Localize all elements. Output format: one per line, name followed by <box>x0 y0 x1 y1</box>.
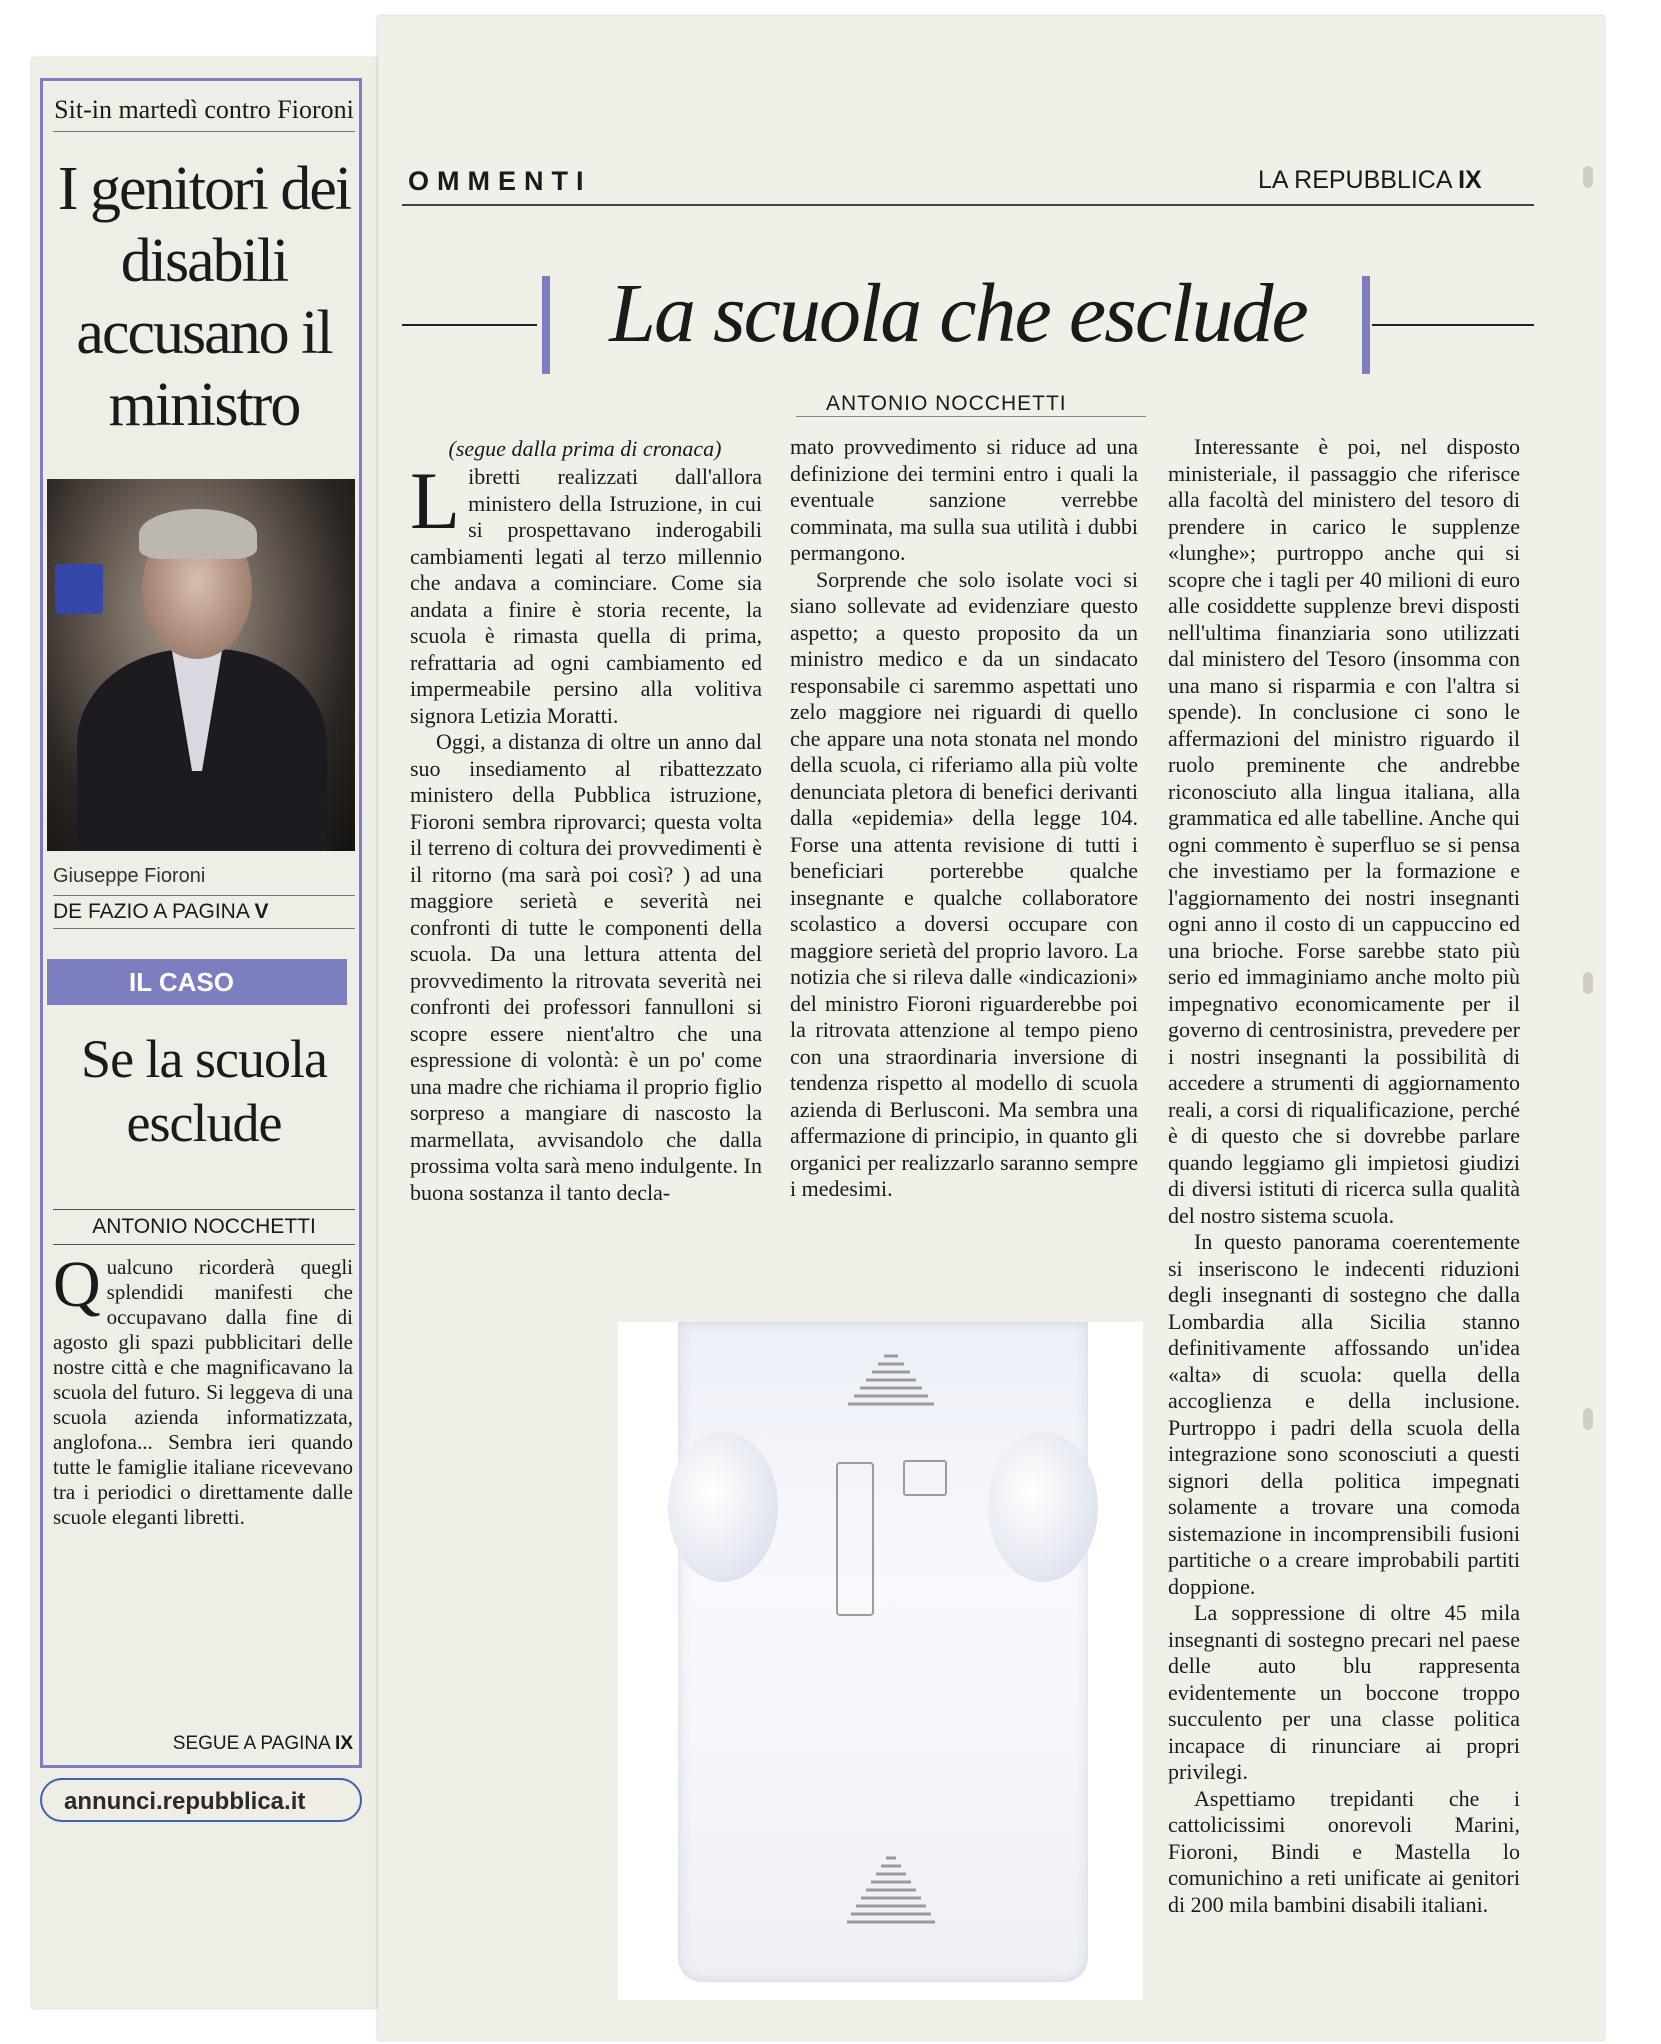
continues-on-page: IX <box>335 1733 353 1754</box>
page-reference <box>53 895 355 929</box>
paragraph: Interessante è poi, nel disposto ministeriale, il passaggio che riferisce alla facoltà del ministero del tesoro di prendere in carico le supplenze «lunghe»; purtroppo anche qui si scopre che i tagli per 40 milioni di euro alle cosiddette supplenze brevi disposti nell'ultima finanziaria sono utilizzati dal ministero del Tesoro (insomma con una mano si risparmia e con l'altra si spende). In conclusione ci sono le affermazioni del ministro riguardo il ruolo preminente che andrebbe riconosciuto alla lingua italiana, alla grammatica ed alle tabelline. Anche qui ogni commento è superfluo se si pensa che investiamo per la formazione e l'aggiornamento dei nostri insegnanti ogni anno il costo di un cappuccino ed una brioche. Forse sarebbe stato più serio ed immaginiamo anche molto più impegnativo economicamente per il governo di centrosinistra, prevedere per i nostri insegnanti la possibilità di accedere a strumenti di aggiornamento reali, a corsi di riqualificazione, perché è di questo che si dovrebbe parlare quando leggiamo gli impietosi giudizi di diversi istituti di ricerca sulla qualità del nostro sistema scuola. <box>1168 434 1520 1228</box>
dropcap: Q <box>53 1248 101 1321</box>
punch-hole <box>1583 1408 1593 1430</box>
article-title: La scuola che esclude <box>609 267 1307 360</box>
author: ANTONIO NOCCHETTI <box>53 1209 355 1245</box>
hair-shape <box>139 509 257 559</box>
title-block <box>402 256 1534 366</box>
article-teaser <box>53 1248 353 1530</box>
masthead <box>1258 166 1482 195</box>
column-1 <box>410 455 762 1206</box>
masthead-page: IX <box>1458 166 1482 194</box>
top-rule <box>402 204 1534 206</box>
lock-icon <box>903 1460 947 1496</box>
insert-shape <box>678 1322 1088 1982</box>
film-strip-icon <box>836 1462 874 1616</box>
continues-on <box>53 1733 353 1755</box>
bump-right <box>988 1432 1098 1582</box>
left-clipping <box>32 58 378 2008</box>
left-article-frame <box>40 78 362 1768</box>
paragraph: La soppressione di oltre 45 mila insegnanti di sostegno precari nel paese delle auto blu rappresenta evidentemente un boccone troppo succulento per una classe politica incapace di rinunciare ai propri privilegi. <box>1168 1600 1520 1784</box>
title-rule-right <box>1372 324 1534 326</box>
column-2 <box>790 434 1138 1203</box>
paragraph: Aspettiamo trepidanti che i cattolicissimi onorevoli Marini, Fioroni, Bindi e Mastella lo comunichino a reti unificate ai genitori di 200 mila bambini disabili italiani. <box>1168 1785 1520 1917</box>
title-bar-right <box>1362 276 1370 374</box>
paragraph: Sorprende che solo isolate voci si siano sollevate ad evidenziare questo aspetto; a questo proposito da un ministro medico e da un sindacato responsabile ci saremmo aspettati uno zelo maggiore nei riguardi di quello che appare una nota stonata nel mondo della scuola, ci riferiamo alla più volte denunciata pletora di benefici derivanti dalla «epidemia» della legge 104. Forse una attenta revisione di tutti i beneficiari porterebbe qualche insegnante e qualche collaboratore scolastico a doversi occupare con maggiore serietà del proprio lavoro. La notizia che si rileva dalle «indicazioni» del ministro Fioroni riguarderebbe poi la ritrovata attenzione al tempo pieno con una straordinaria inversione di tendenza rispetto al modello di scuola azienda di Berlusconi. Ma sembra una affermazione di principio, in quanto gli organici per realizzarlo saranno sempre i medesimi. <box>790 566 1138 1201</box>
paragraph-text: ibretti realizzati dall'allora ministero della Istruzione, in cui si prospettavano inderogabili cambiamenti legati al terzo millennio che andava a cominciare. Come sia andata a finire è storia recente, la scuola è rimasta quella di prima, refrattaria ad ogni cambiamento ed impermeabile persino alla volitiva signora Letizia Moratti. <box>410 464 762 728</box>
byline: ANTONIO NOCCHETTI <box>826 392 1067 415</box>
headline-2: Se la scuola esclude <box>81 1029 327 1153</box>
kicker: Sit-in martedì contro Fioroni <box>53 95 355 132</box>
punch-hole <box>1583 166 1593 188</box>
punch-hole <box>1583 972 1593 994</box>
page-reference-text: DE FAZIO A PAGINA <box>53 900 249 923</box>
page-reference-number: V <box>254 900 269 923</box>
paragraph <box>410 455 762 729</box>
continues-on-text: SEGUE A PAGINA <box>172 1733 330 1754</box>
paragraph: mato provvedimento si riduce ad una definizione dei termini entro i quali la eventuale sanzione verrebbe comminata, ma sulla sua utilità i dubbi permangono. <box>790 434 1138 565</box>
il-caso-banner: IL CASO <box>47 959 347 1005</box>
triangle-icon <box>846 1852 936 1932</box>
dropcap: L <box>410 455 461 546</box>
annunci-url: annunci.repubblica.it <box>40 1778 362 1822</box>
headline: I genitori dei disabili accusano il ministro <box>57 155 351 439</box>
masthead-name: LA REPUBBLICA <box>1258 166 1452 194</box>
flag-shape <box>55 564 103 614</box>
paragraph: Oggi, a distanza di oltre un anno dal suo insediamento al ribattezzato ministero della Pubblica istruzione, Fioroni sembra riprovarci; questa volta il terreno di coltura dei provvedimenti è il ritorno (ma sarà poi così? ) ad una maggiore serietà e severità nei confronti di tutte le componenti della scuola. Da una lettura attenta del provvedimento la ritrovata severità nei confronti dei professori fannulloni si scopre essere nient'altro che una espressione di volontà: è un po' come una madre che richiama il proprio figlio sorpreso a mangiare di nascosto la marmellata, avvisandolo che dalla prossima volta sarà meno indulgente. In buona sostanza il tanto decla- <box>410 729 762 1205</box>
photo-caption: Giuseppe Fioroni <box>53 865 206 887</box>
teaser-text: ualcuno ricorderà quegli splendidi manifesti che occupavano dalla fine di agosto gli spazi pubblicitari delle nostre città e che magnificavano la scuola del futuro. Si leggeva di una scuola azienda informatizzata, anglofona... Sembra ieri quando tutte le famiglie italiane ricevevano tra i periodici o direttamente dalle scuole eleganti libretti. <box>53 1255 353 1529</box>
title-rule-left <box>402 324 537 326</box>
title-bar-left <box>542 276 550 374</box>
section-label: OMMENTI <box>408 166 592 196</box>
column-3 <box>1168 434 1520 1918</box>
scanner-insert <box>618 1322 1143 2000</box>
continuation-note: (segue dalla prima di cronaca) <box>448 436 722 461</box>
paragraph: In questo panorama coerentemente si inseriscono le indecenti riduzioni degli insegnanti di sostegno che dalla Lombardia alla Sicilia stanno definitivamente affossando un'idea «alta» di scuola: quella della accoglienza e della inclusione. Purtroppo i padri della scuola della integrazione sono sconosciuti a questi signori della politica impegnati solamente a trovare una comoda sistemazione in incomprensibili fusioni partitiche o a creare improbabili partiti doppione. <box>1168 1229 1520 1599</box>
portrait-photo <box>47 479 355 851</box>
bump-left <box>668 1432 778 1582</box>
byline-rule <box>796 416 1146 417</box>
triangle-icon <box>846 1350 936 1410</box>
